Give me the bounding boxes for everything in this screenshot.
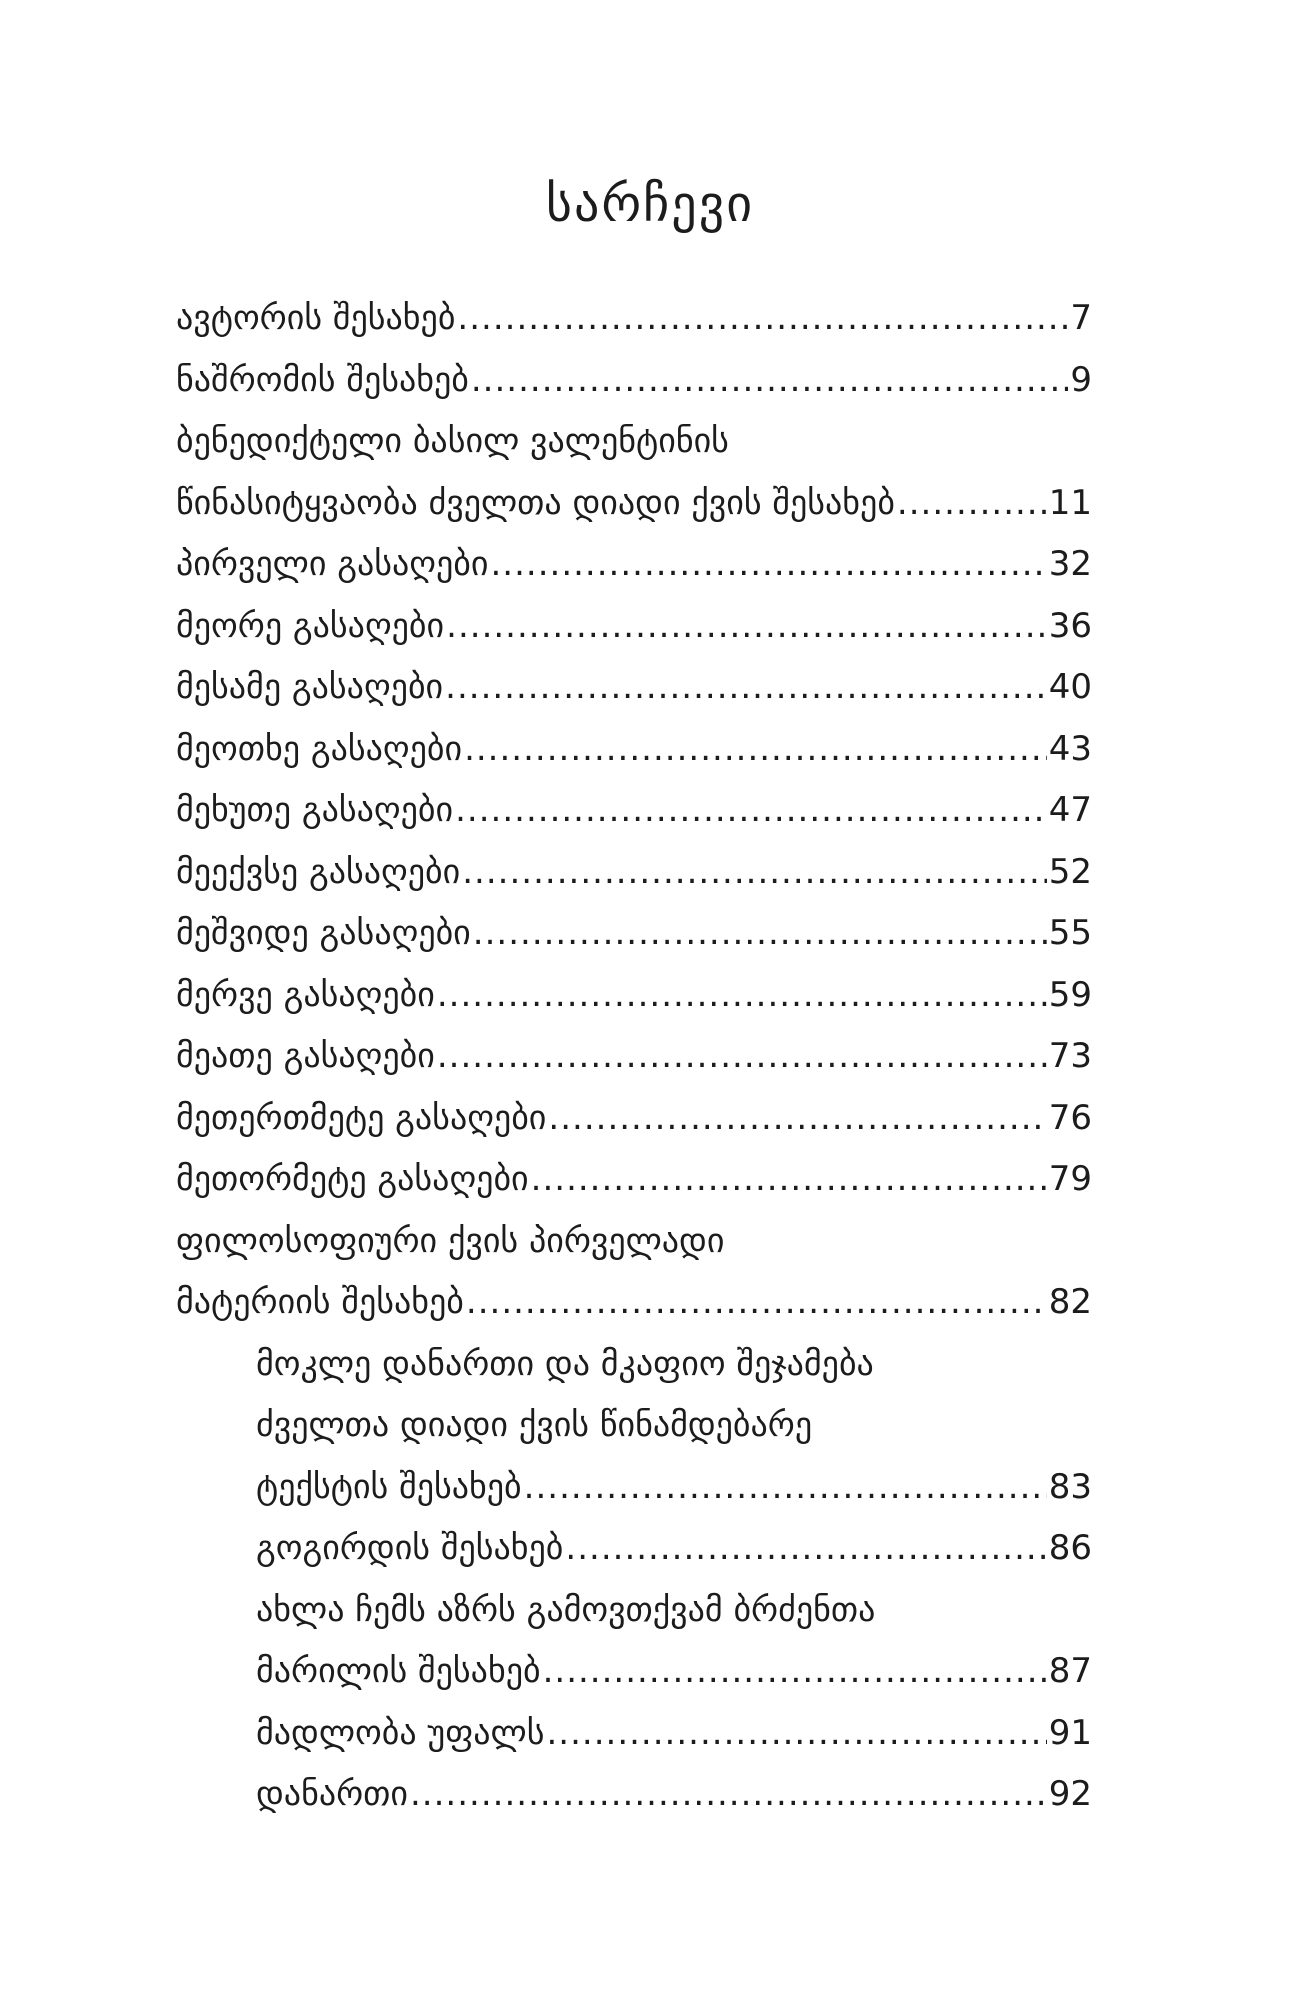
toc-entry-title: მეხუთე გასაღები [176, 790, 454, 830]
toc-page-number: 76 [1048, 1097, 1092, 1138]
toc-entry [176, 1580, 1092, 1642]
toc-entry-title: მეათე გასაღები [176, 1036, 435, 1076]
toc-page-number: 55 [1048, 913, 1092, 953]
dot-leader [410, 1764, 1047, 1826]
dot-leader [457, 288, 1068, 350]
toc-title: სარჩევი [545, 175, 755, 233]
toc-entry-title: მადლობა უფალს [256, 1712, 545, 1753]
toc-entry [176, 596, 1092, 658]
table-of-contents [176, 288, 1092, 1826]
toc-page-number: 52 [1048, 851, 1092, 892]
toc-page-number: 59 [1048, 974, 1092, 1015]
dot-leader [462, 842, 1046, 904]
toc-entry [176, 1149, 1092, 1211]
toc-page-number: 73 [1048, 1036, 1092, 1076]
toc-entry [176, 1518, 1092, 1580]
toc-entry-title: მეორე გასაღები [176, 605, 445, 646]
toc-entry-title: პირველი გასაღები [176, 544, 489, 584]
toc-entry-title: ძველთა დიადი ქვის წინამდებარე [256, 1405, 813, 1445]
toc-page-number: 32 [1048, 544, 1092, 584]
toc-entry [176, 411, 1092, 473]
toc-entry [176, 1641, 1092, 1703]
dot-leader [531, 1149, 1047, 1211]
dot-leader [464, 719, 1047, 781]
toc-entry-title: მეთორმეტე გასაღები [176, 1159, 529, 1199]
toc-entry-title: დანართი [256, 1774, 408, 1814]
toc-page-number: 11 [1048, 482, 1092, 523]
toc-entry-title: ავტორის შესახებ [176, 298, 456, 338]
toc-entry [176, 1334, 1092, 1396]
toc-entry [176, 903, 1092, 965]
dot-leader [437, 965, 1047, 1027]
toc-entry [176, 657, 1092, 719]
toc-entry-title: მატერიის შესახებ [176, 1282, 464, 1322]
toc-entry-title: მეექვსე გასაღები [176, 851, 461, 892]
toc-entry-title: გოგირდის შესახებ [256, 1528, 564, 1568]
toc-page-number: 43 [1048, 728, 1092, 769]
toc-entry [176, 473, 1092, 535]
dot-leader [548, 1088, 1046, 1150]
dot-leader [473, 903, 1047, 965]
toc-page-number: 40 [1048, 667, 1092, 707]
dot-leader [524, 1457, 1047, 1519]
dot-leader [546, 1703, 1046, 1765]
toc-entry-title: ახლა ჩემს აზრს გამოვთქვამ ბრძენთა [256, 1589, 876, 1630]
toc-page-number: 79 [1048, 1159, 1092, 1199]
toc-page-number: 86 [1048, 1528, 1092, 1568]
toc-page-number: 87 [1048, 1651, 1092, 1691]
toc-entry-title: ტექსტის შესახებ [256, 1466, 522, 1507]
toc-entry-title: მეშვიდე გასაღები [176, 913, 471, 953]
toc-entry [176, 1026, 1092, 1088]
toc-entry [176, 1088, 1092, 1150]
toc-entry [176, 842, 1092, 904]
toc-entry-title: მესამე გასაღები [176, 667, 444, 707]
toc-entry-title: მოკლე დანართი და მკაფიო შეჯამება [256, 1343, 874, 1384]
toc-page-number: 47 [1048, 790, 1092, 830]
dot-leader [471, 350, 1068, 412]
toc-entry [176, 1457, 1092, 1519]
toc-entry-title: მეთერთმეტე გასაღები [176, 1097, 547, 1138]
toc-entry-title: მერვე გასაღები [176, 974, 435, 1015]
dot-leader [897, 473, 1047, 535]
dot-leader [437, 1026, 1047, 1088]
dot-leader [445, 657, 1047, 719]
dot-leader [455, 780, 1047, 842]
toc-page-number: 91 [1048, 1712, 1092, 1753]
toc-page-number: 82 [1048, 1282, 1092, 1322]
toc-entry-title: ბენედიქტელი ბასილ ვალენტინის [176, 421, 729, 461]
toc-entry [176, 534, 1092, 596]
toc-entry [176, 350, 1092, 412]
toc-entry [176, 1395, 1092, 1457]
toc-entry [176, 1764, 1092, 1826]
toc-entry [176, 719, 1092, 781]
toc-page-number: 36 [1048, 605, 1092, 646]
dot-leader [466, 1272, 1047, 1334]
toc-page-number: 83 [1048, 1466, 1092, 1507]
toc-entry-title: წინასიტყვაობა ძველთა დიადი ქვის შესახებ [176, 482, 895, 523]
dot-leader [446, 596, 1047, 658]
toc-entry-title: ფილოსოფიური ქვის პირველადი [176, 1220, 725, 1261]
toc-entry-title: მარილის შესახებ [256, 1651, 541, 1691]
dot-leader [565, 1518, 1046, 1580]
toc-entry [176, 1272, 1092, 1334]
toc-page-number: 92 [1048, 1774, 1092, 1814]
toc-entry [176, 1703, 1092, 1765]
dot-leader [490, 534, 1046, 596]
dot-leader [543, 1641, 1047, 1703]
toc-entry [176, 965, 1092, 1027]
toc-page-number: 7 [1070, 298, 1092, 338]
toc-entry-title: ნაშრომის შესახებ [176, 359, 469, 400]
toc-entry [176, 288, 1092, 350]
toc-entry [176, 1211, 1092, 1273]
toc-page-number: 9 [1070, 359, 1092, 400]
toc-entry-title: მეოთხე გასაღები [176, 728, 463, 769]
toc-entry [176, 780, 1092, 842]
